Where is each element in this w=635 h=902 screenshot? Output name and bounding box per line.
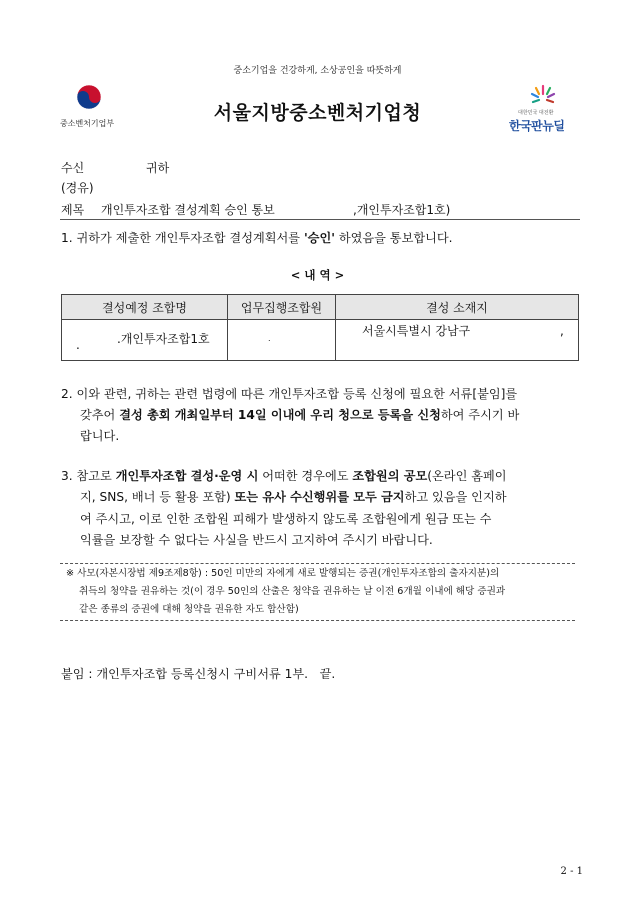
page-number: 2 - 1 <box>560 866 583 877</box>
table-row <box>62 320 579 361</box>
note-line: ※ 사모(자본시장법 제9조제8항) : 50인 미만의 자에게 새로 발행되는 증권(개인투자조합의 출자지분)의 <box>66 568 500 579</box>
location-cell: 서울시특별시 강남구 , <box>336 320 579 361</box>
right-logo-small-text: 대한민국 대전환 <box>518 110 554 116</box>
via-label: (경유) <box>61 181 94 195</box>
fund-name-cell: . .개인투자조합1호 <box>62 320 228 361</box>
items-title: < 내 역 > <box>290 268 345 282</box>
private-placement-note <box>60 563 575 621</box>
paragraph-3-line-2: 지, SNS, 배너 등 활용 포함) 또는 유사 수신행위를 모두 금지하고 있음을 인지하 <box>80 490 507 504</box>
paragraph-3-line-1: 3. 참고로 개인투자조합 결성·운영 시 어떠한 경우에도 조합원의 공모(온라인 홈페이 <box>61 469 507 483</box>
table-header: 업무집행조합원 <box>228 295 336 320</box>
subject-main: 개인투자조합 결성계획 승인 통보 <box>101 203 275 217</box>
attachment-line: 붙임 : 개인투자조합 등록신청시 구비서류 1부. 끝. <box>61 667 336 681</box>
paragraph-2-line-3: 랍니다. <box>80 429 120 443</box>
recipient-label: 수신 <box>61 161 85 175</box>
right-logo-text: 한국판뉴딜 <box>509 119 565 133</box>
ministry-logo-text: 중소벤처기업부 <box>60 119 115 128</box>
paragraph-1: 1. 귀하가 제출한 개인투자조합 결성계획서를 '승인' 하였음을 통보합니다. <box>61 231 453 245</box>
table-header: 결성예정 조합명 <box>62 295 228 320</box>
paragraph-2-line-1: 2. 이와 관련, 귀하는 관련 법령에 따른 개인투자조합 등록 신청에 필요한 서류[붙임]를 <box>61 387 518 401</box>
recipient-suffix: 귀하 <box>146 161 170 175</box>
subject-suffix: ,개인투자조합1호) <box>353 203 451 217</box>
items-table <box>61 294 579 361</box>
paragraph-3-line-3: 여 주시고, 이로 인한 조합원 피해가 발생하지 않도록 조합원에게 원금 또는 수 <box>80 512 492 526</box>
organization-title: 서울지방중소벤처기업청 <box>213 102 422 124</box>
paragraph-3-line-4: 익률을 보장할 수 없다는 사실을 반드시 고지하여 주시기 바랍니다. <box>80 533 433 547</box>
subject-label: 제목 <box>61 203 85 217</box>
table-header: 결성 소재지 <box>336 295 579 320</box>
note-line: 취득의 청약을 권유하는 것(이 경우 50인의 산출은 청약을 권유하는 날 이전 6개월 이내에 해당 증권과 <box>79 586 506 597</box>
paragraph-2-line-2: 갖추어 결성 총회 개최일부터 14일 이내에 우리 청으로 등록을 신청하여 주시기 바 <box>80 408 520 422</box>
note-line: 같은 종류의 증권에 대해 청약을 권유한 자도 합산함) <box>79 604 299 615</box>
table-header-row <box>62 295 579 320</box>
slogan: 중소기업을 건강하게, 소상공인을 따뜻하게 <box>233 66 402 76</box>
executive-member-cell: . <box>228 320 336 361</box>
subject-rule <box>60 219 580 220</box>
